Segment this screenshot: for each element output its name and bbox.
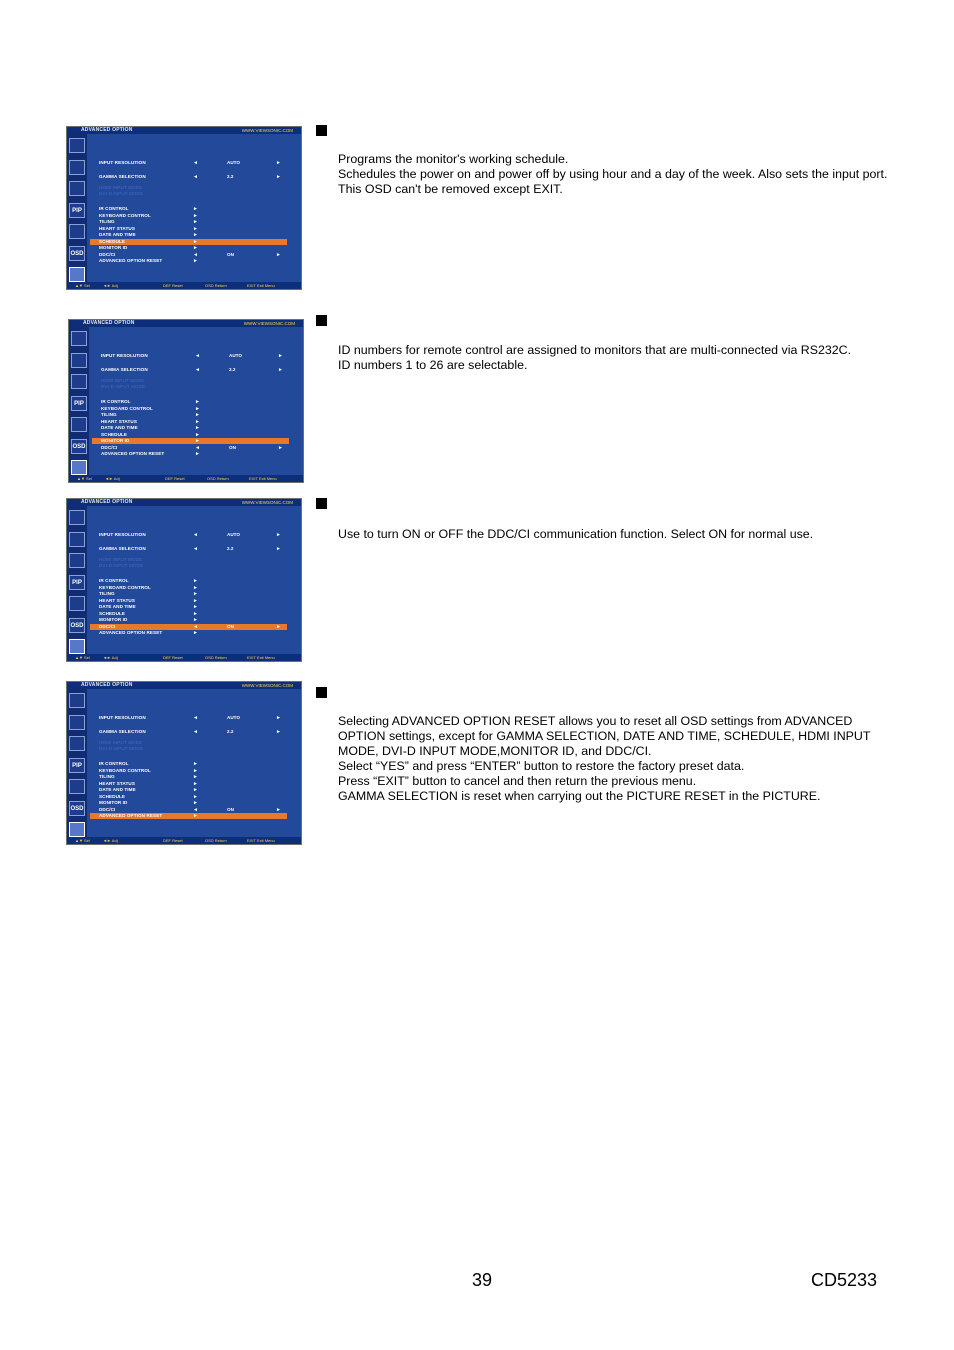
osd-menu-item [89,384,289,390]
osd-menu-item-label: MONITOR ID [99,800,128,805]
osd-menu-item-value: 2.2 [227,546,234,551]
osd-menu-item-label: HEART STATUS [101,419,137,424]
osd-title-bar [67,499,301,506]
osd-right-arrow: ► [278,445,283,451]
osd-right-arrow: ► [276,174,281,180]
osd-menu-item-label: DATE AND TIME [101,425,138,430]
osd-menu-item-label: MONITOR ID [101,438,130,443]
osd-menu-item-label: SCHEDULE [101,432,128,437]
osd-menu-item-value: 2.2 [227,729,234,734]
osd-menu-item-label: DDC/CI [99,624,116,629]
osd-right-arrow: ► [276,532,281,538]
osd-right-arrow: ► [278,367,283,373]
audio-icon [69,553,85,568]
osd-menu-item [87,191,287,197]
description-line: Programs the monitor's working schedule. [338,152,569,166]
osd-left-arrow: ► [193,813,198,819]
osd-menu-item [89,451,289,457]
osd-menu-item-label: TILING [99,219,115,224]
description-line: Use to turn ON or OFF the DDC/CI communication function. Select ON for normal use. [338,527,814,541]
osd-menu-item-value: AUTO [227,715,240,720]
page-number: 39 [472,1270,493,1290]
osd-menu-item [87,206,287,212]
osd-menu-item [87,532,287,538]
osd-left-arrow: ► [193,630,198,636]
advanced-option-icon [69,639,85,654]
osd-url: WWW.VIEWSONIC.COM [241,500,293,505]
osd-title: ADVANCED OPTION [81,682,133,688]
color-icon [71,331,87,346]
osd-menu-item [87,578,287,584]
osd-left-arrow: ► [193,598,198,604]
osd-screenshot-ddc-ci [66,498,302,662]
osd-menu-item-label: SCHEDULE [99,239,126,244]
osd-menu-item [87,160,287,166]
osd-menu-item-label: IR CONTROL [99,761,129,766]
osd-left-arrow: ► [193,800,198,806]
osd-footer-return: OSD Return [205,283,227,288]
osd-menu-item-label: INPUT RESOLUTION [99,160,146,165]
osd-left-arrow: ► [193,787,198,793]
configuration-icon [71,417,87,432]
osd-footer-return: OSD Return [207,476,229,481]
picture-icon [69,715,85,730]
osd-left-arrow: ◄ [193,160,198,166]
osd-left-arrow: ► [193,206,198,212]
osd-right-arrow: ► [276,252,281,258]
osd-menu-item [87,563,287,569]
section-marker [316,687,327,698]
osd-menu-item [87,258,287,264]
osd-menu-item-label: DVI-D INPUT MODE [101,384,146,389]
advanced-option-icon [69,822,85,837]
osd-menu-item-label: DATE AND TIME [99,232,136,237]
osd-left-arrow: ► [193,768,198,774]
osd-menu-item-label: MONITOR ID [99,245,128,250]
section-description-schedule [338,152,888,197]
osd-left-arrow: ► [195,432,200,438]
osd-left-arrow: ◄ [193,174,198,180]
osd-menu-item-label: GAMMA SELECTION [101,367,148,372]
osd-menu-item [87,715,287,721]
osd-menu-item-label: TILING [101,412,117,417]
osd-right-arrow: ► [276,715,281,721]
osd-menu-item-label: TILING [99,591,115,596]
osd-left-arrow: ◄ [193,532,198,538]
color-icon [69,693,85,708]
osd-menu-item-label: TILING [99,774,115,779]
osd-footer-sel: ▲▼ Sel [75,838,90,843]
osd-menu-item-label: DVI-D INPUT MODE [99,191,144,196]
osd-menu-item-label: KEYBOARD CONTROL [99,585,151,590]
osd-menu-item-value: 2.2 [229,367,236,372]
osd-menu-item-label: HDMI INPUT MODE [99,740,143,745]
osd-left-arrow: ◄ [195,367,200,373]
osd-menu-item-label: HDMI INPUT MODE [101,378,145,383]
osd-footer-bar [67,654,301,661]
advanced-option-icon [69,267,85,282]
osd-footer-exit: EXIT Exit Menu [247,838,275,843]
osd-menu-item-label: GAMMA SELECTION [99,174,146,179]
osd-url: WWW.VIEWSONIC.COM [241,683,293,688]
osd-menu-item [87,245,287,251]
osd-menu-item [87,546,287,552]
osd-left-arrow: ◄ [195,353,200,359]
osd-footer-exit: EXIT Exit Menu [247,655,275,660]
osd-footer-sel: ▲▼ Sel [75,655,90,660]
osd-menu-item-label: INPUT RESOLUTION [99,715,146,720]
osd-menu-item [90,813,287,819]
description-line: Select “YES” and press “ENTER” button to restore the factory preset data. [338,759,745,773]
osd-menu-item [87,800,287,806]
osd-screenshot-schedule [66,126,302,290]
osd-left-arrow: ► [195,451,200,457]
section-marker [316,125,327,136]
osd-menu-item-label: DVI-D INPUT MODE [99,563,144,568]
osd-left-arrow: ◄ [193,624,198,630]
osd-footer-exit: EXIT Exit Menu [249,476,277,481]
osd-footer-return: OSD Return [205,838,227,843]
osd-menu-item [89,399,289,405]
osd-menu-item-label: SCHEDULE [99,611,126,616]
osd-menu-item-label: DDC/CI [99,807,116,812]
pip-icon: PIP [69,758,85,773]
osd-menu-item-label: IR CONTROL [99,578,129,583]
osd-menu-list [87,506,301,654]
audio-icon [71,374,87,389]
osd-right-arrow: ► [276,729,281,735]
osd-right-arrow: ► [276,546,281,552]
osd-menu-item-label: ADVANCED OPTION RESET [99,813,163,818]
osd-footer-adj: ◄► Adj [103,283,118,288]
osd-url: WWW.VIEWSONIC.COM [241,128,293,133]
configuration-icon [69,224,85,239]
osd-menu-item [89,412,289,418]
osd-footer-sel: ▲▼ Sel [77,476,92,481]
osd-menu-item [87,591,287,597]
osd-left-arrow: ► [193,578,198,584]
osd-icon: OSD [71,439,87,454]
osd-title: ADVANCED OPTION [81,127,133,133]
osd-menu-item [87,219,287,225]
osd-footer-reset: DEF Reset [163,283,183,288]
section-description-monitor-id [338,343,888,373]
osd-menu-list [87,134,301,282]
osd-left-arrow: ◄ [193,546,198,552]
osd-footer-return: OSD Return [205,655,227,660]
osd-title-bar [67,127,301,134]
osd-footer-bar [67,282,301,289]
osd-sidebar [67,506,87,654]
osd-left-arrow: ► [193,781,198,787]
osd-left-arrow: ► [193,774,198,780]
osd-footer-adj: ◄► Adj [105,476,120,481]
osd-menu-item-label: DVI-D INPUT MODE [99,746,144,751]
model-name: CD5233 [811,1270,878,1290]
osd-left-arrow: ► [193,219,198,225]
osd-left-arrow: ► [193,245,198,251]
osd-sidebar [67,689,87,837]
osd-left-arrow: ► [193,226,198,232]
osd-left-arrow: ◄ [193,807,198,813]
osd-menu-item-label: ADVANCED OPTION RESET [101,451,165,456]
pip-icon: PIP [69,203,85,218]
osd-menu-item-label: MONITOR ID [99,617,128,622]
advanced-option-icon [71,460,87,475]
configuration-icon [69,779,85,794]
osd-left-arrow: ► [193,794,198,800]
osd-menu-item-label: GAMMA SELECTION [99,729,146,734]
description-line: Press “EXIT” button to cancel and then return the previous menu. [338,774,697,788]
osd-menu-item [92,438,289,444]
osd-menu-list [89,327,303,475]
osd-left-arrow: ► [195,438,200,444]
osd-menu-item-label: KEYBOARD CONTROL [99,213,151,218]
section-description-ddc-ci [338,527,888,542]
osd-menu-item-label: IR CONTROL [101,399,131,404]
section-description-advanced-option-reset [338,714,888,804]
osd-menu-list [87,689,301,837]
osd-menu-item [87,729,287,735]
osd-menu-item [87,774,287,780]
color-icon [69,138,85,153]
osd-footer-reset: DEF Reset [163,838,183,843]
osd-menu-item [87,630,287,636]
pip-icon: PIP [69,575,85,590]
osd-right-arrow: ► [276,160,281,166]
osd-menu-item-label: DATE AND TIME [99,604,136,609]
osd-left-arrow: ► [193,258,198,264]
osd-menu-item-label: SCHEDULE [99,794,126,799]
osd-menu-item-value: 2.2 [227,174,234,179]
osd-left-arrow: ► [193,761,198,767]
osd-left-arrow: ► [193,611,198,617]
osd-menu-item-value: ON [227,252,234,257]
osd-sidebar [67,134,87,282]
configuration-icon [69,596,85,611]
osd-menu-item [89,367,289,373]
osd-left-arrow: ► [195,406,200,412]
description-line: GAMMA SELECTION is reset when carrying out the PICTURE RESET in the PICTURE. [338,789,821,803]
osd-menu-item-value: ON [227,807,234,812]
osd-sidebar [69,327,89,475]
color-icon [69,510,85,525]
osd-url: WWW.VIEWSONIC.COM [243,321,295,326]
section-marker [316,498,327,509]
osd-menu-item-label: KEYBOARD CONTROL [99,768,151,773]
osd-icon: OSD [69,801,85,816]
osd-title: ADVANCED OPTION [83,320,135,326]
picture-icon [71,353,87,368]
osd-menu-item-label: HEART STATUS [99,598,135,603]
osd-footer-reset: DEF Reset [165,476,185,481]
osd-footer-bar [69,475,303,482]
osd-title-bar [67,682,301,689]
osd-menu-item-label: HDMI INPUT MODE [99,185,143,190]
osd-menu-item-label: DDC/CI [99,252,116,257]
picture-icon [69,160,85,175]
osd-icon: OSD [69,618,85,633]
osd-menu-item [89,425,289,431]
osd-menu-item [87,604,287,610]
osd-left-arrow: ► [193,213,198,219]
section-marker [316,315,327,326]
osd-title-bar [69,320,303,327]
osd-right-arrow: ► [276,807,281,813]
picture-icon [69,532,85,547]
description-line: ID numbers for remote control are assigned to monitors that are multi-connected via RS232C. [338,343,852,357]
description-line: ID numbers 1 to 26 are selectable. [338,358,528,372]
osd-menu-item-label: GAMMA SELECTION [99,546,146,551]
osd-title: ADVANCED OPTION [81,499,133,505]
osd-menu-item [87,617,287,623]
osd-menu-item [87,761,287,767]
audio-icon [69,181,85,196]
osd-left-arrow: ► [193,617,198,623]
osd-left-arrow: ► [195,425,200,431]
osd-menu-item-label: KEYBOARD CONTROL [101,406,153,411]
osd-left-arrow: ◄ [195,445,200,451]
description-line: This OSD can't be removed except EXIT. [338,182,563,196]
osd-footer-reset: DEF Reset [163,655,183,660]
audio-icon [69,736,85,751]
osd-left-arrow: ► [193,239,198,245]
osd-left-arrow: ► [193,585,198,591]
osd-menu-item [87,746,287,752]
osd-menu-item-label: HDMI INPUT MODE [99,557,143,562]
osd-footer-adj: ◄► Adj [103,655,118,660]
description-line: Schedules the power on and power off by using hour and a day of the week. Also sets the input port. [338,167,888,181]
osd-screenshot-monitor-id [68,319,304,483]
osd-menu-item [87,174,287,180]
osd-menu-item-label: INPUT RESOLUTION [101,353,148,358]
osd-icon: OSD [69,246,85,261]
osd-left-arrow: ◄ [193,715,198,721]
osd-right-arrow: ► [278,353,283,359]
osd-footer-bar [67,837,301,844]
osd-menu-item-label: INPUT RESOLUTION [99,532,146,537]
osd-menu-item [87,787,287,793]
description-line: Selecting ADVANCED OPTION RESET allows you to reset all OSD settings from ADVANCED OPTION settings, except for GAMMA SELECTION, DATE AND TIME, SCHEDULE, HDMI INPUT MODE, DVI-D INPUT MODE,MONITOR ID, and DDC/CI. [338,714,871,758]
osd-menu-item-value: AUTO [227,160,240,165]
osd-footer-adj: ◄► Adj [103,838,118,843]
osd-left-arrow: ► [193,604,198,610]
osd-left-arrow: ► [193,232,198,238]
osd-menu-item [89,353,289,359]
osd-right-arrow: ► [276,624,281,630]
osd-menu-item-label: DDC/CI [101,445,118,450]
osd-left-arrow: ► [195,399,200,405]
osd-menu-item [87,232,287,238]
osd-left-arrow: ► [195,419,200,425]
osd-menu-item-label: ADVANCED OPTION RESET [99,258,163,263]
pip-icon: PIP [71,396,87,411]
osd-menu-item-value: AUTO [229,353,242,358]
osd-menu-item-label: HEART STATUS [99,781,135,786]
osd-footer-exit: EXIT Exit Menu [247,283,275,288]
osd-menu-item-value: ON [227,624,234,629]
osd-screenshot-advanced-option-reset [66,681,302,845]
osd-menu-item-label: ADVANCED OPTION RESET [99,630,163,635]
osd-menu-item-label: HEART STATUS [99,226,135,231]
osd-footer-sel: ▲▼ Sel [75,283,90,288]
osd-left-arrow: ► [195,412,200,418]
osd-left-arrow: ► [193,591,198,597]
osd-menu-item-value: AUTO [227,532,240,537]
osd-left-arrow: ◄ [193,729,198,735]
osd-left-arrow: ◄ [193,252,198,258]
osd-menu-item-value: ON [229,445,236,450]
osd-menu-item-label: IR CONTROL [99,206,129,211]
osd-menu-item-label: DATE AND TIME [99,787,136,792]
